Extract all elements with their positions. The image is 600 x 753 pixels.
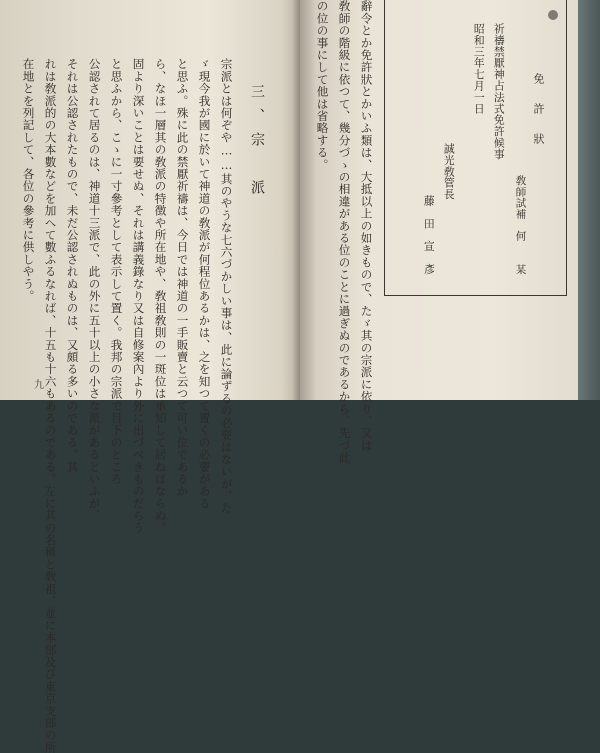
certificate-recipient: 敎師試補 何 某 [514, 175, 527, 275]
certificate-date: 昭和三年七月一日 [472, 23, 486, 115]
body-line: ゞ現今我が國に於いて神道の敎派が何程位あるかは、之を知つて置くの必要がある [197, 58, 212, 510]
body-line: れは敎派的の大本數などを加へて數ふるなれば、十五も十六もあるのである。左に其の名稱と敎祖、並に本部及び東京支部の所 [43, 58, 58, 753]
body-line: の位の事にして他は省略する。 [315, 0, 330, 171]
certificate-issuer-title: 誠光敎管長 [442, 143, 456, 200]
page-number: 九 [34, 380, 44, 391]
certificate-box [384, 0, 567, 296]
body-line: 宗派とは何ぞや……其のやうな七六づかしい事は、此に論ずるの必要はないが、た [219, 58, 234, 515]
page-edge [578, 0, 600, 400]
body-line: 敎師の階級に依つて、幾分づゝの相違がある位のことに過ぎぬのであるから、先づ此 [337, 0, 352, 464]
body-line: ら、なほ一層其の敎派の特徴や所在地や、敎祖敎則の一斑位は承知して居ねばならぬ。 [153, 58, 168, 534]
body-line: 固より深いことは要せぬ、それは講義錄なり又は自修案內より外に出づべきものだらう [131, 58, 146, 534]
body-line: 公認されて居るのは、神道十三派で、此の外に五十以上の小さな派があるといふが、 [87, 58, 102, 522]
body-line: 在地とを列記して、各位の參考に供しやう。 [21, 58, 36, 302]
body-line: それは公認されたもので、未だ公認されぬものは、又頗る多いのである。其 [65, 58, 80, 473]
body-line: と思ふ。殊に此の禁厭祈禱は、今日では神道の一手販賣と云つて可い位であるか [175, 58, 190, 498]
certificate-title: 免 許 狀 [532, 73, 545, 148]
certificate-body: 祈禱禁厭神占法式免許候事 [492, 23, 506, 160]
body-line: 辭令とか免許狀とかいふ類は、大抵以上の如きもので、たゞ其の宗派に依り、又は [359, 0, 374, 452]
ink-spot [548, 10, 558, 20]
certificate-issuer-name: 藤 田 宣 彥 [422, 195, 436, 275]
section-heading: 三、宗 派 [249, 84, 265, 204]
body-line: と思ふから、こゝに一寸參考として表示して置く。我邦の宗派で目下のところ [109, 58, 124, 485]
